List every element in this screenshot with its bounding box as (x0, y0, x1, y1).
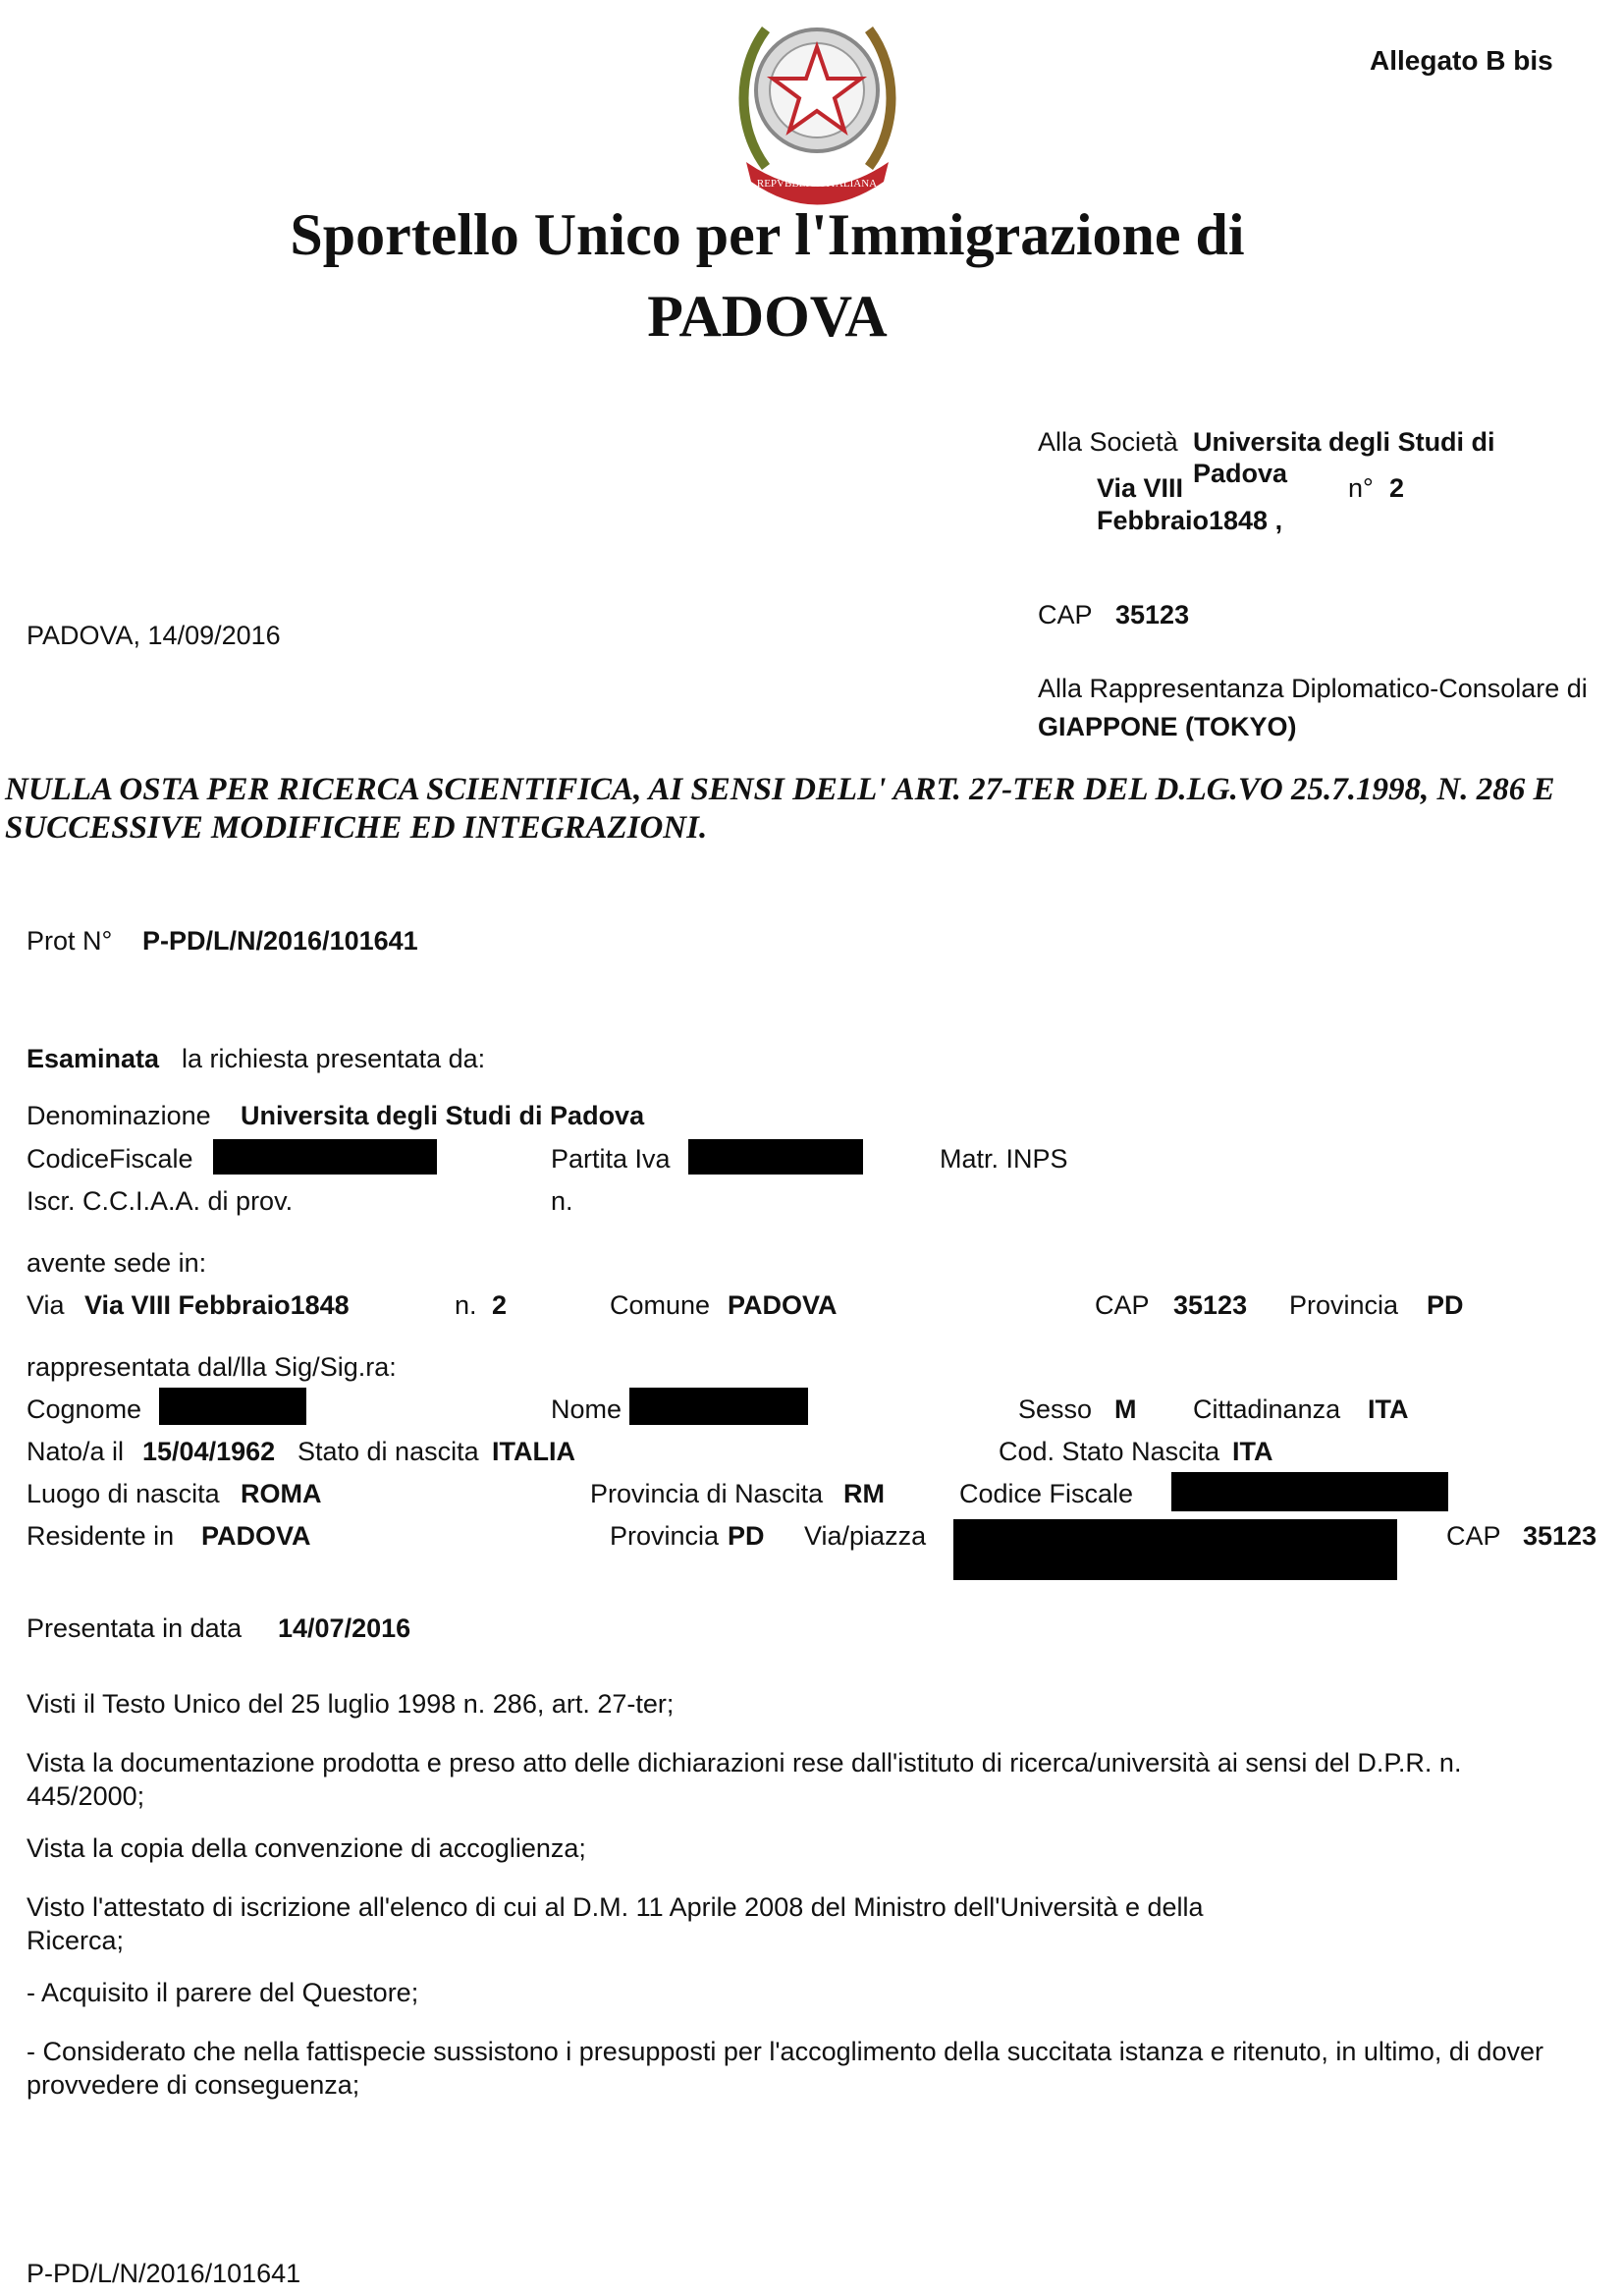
presentata-label: Presentata in data (27, 1613, 243, 1643)
attachment-label: Allegato B bis (1370, 45, 1553, 76)
recipient-number: 2 (1389, 473, 1405, 503)
nome-label: Nome (551, 1394, 622, 1424)
presentata-da-label: la richiesta presentata da: (182, 1044, 486, 1073)
cciaa-label: Iscr. C.C.I.A.A. di prov. (27, 1186, 294, 1216)
protocol-label: Prot N° (27, 926, 113, 956)
codice-fiscale-label: CodiceFiscale (27, 1144, 193, 1174)
rep-via-label: Via/piazza (804, 1521, 927, 1551)
paragraph-testo-unico: Visti il Testo Unico del 25 luglio 1998 n. 286, art. 27-ter; (27, 1689, 675, 1719)
presentata-value: 14/07/2016 (278, 1613, 411, 1643)
sede-via: Via VIII Febbraio1848 (84, 1290, 350, 1320)
rep-provincia-value: PD (728, 1521, 765, 1551)
redaction-partita-iva (688, 1139, 863, 1175)
rappresentanza-label: Alla Rappresentanza Diplomatico-Consolare di (1038, 674, 1588, 703)
matr-inps-label: Matr. INPS (940, 1144, 1068, 1174)
luogo-value: ROMA (241, 1479, 322, 1508)
rappresentata-label: rappresentata dal/lla Sig/Sig.ra: (27, 1352, 397, 1382)
cognome-label: Cognome (27, 1394, 142, 1424)
redaction-codice-fiscale (213, 1139, 437, 1175)
sede-n-label: n. (455, 1290, 477, 1320)
residente-value: PADOVA (201, 1521, 311, 1551)
page-title-city: PADOVA (647, 284, 888, 349)
protocol-value: P-PD/L/N/2016/101641 (142, 926, 418, 956)
footer-protocol: P-PD/L/N/2016/101641 (27, 2259, 301, 2288)
sede-provincia-label: Provincia (1289, 1290, 1399, 1320)
subject-heading: NULLA OSTA PER RICERCA SCIENTIFICA, AI SENSI DELL' ART. 27-TER DEL D.LG.VO 25.7.1998, N. 286 E SUCCESSIVE MODIFICHE ED INTEGRAZIONI. (5, 772, 1555, 846)
rep-cap-label: CAP (1446, 1521, 1501, 1551)
residente-label: Residente in (27, 1521, 175, 1551)
paragraph-convenzione: Vista la copia della convenzione di accoglienza; (27, 1833, 586, 1863)
recipient-societa-label: Alla Società (1038, 427, 1178, 457)
denominazione-label: Denominazione (27, 1101, 211, 1130)
page-title: Sportello Unico per l'Immigrazione di (290, 202, 1245, 267)
cod-stato-label: Cod. Stato Nascita (999, 1437, 1220, 1466)
nato-value: 15/04/1962 (142, 1437, 276, 1466)
rappresentanza-value: GIAPPONE (TOKYO) (1038, 712, 1297, 741)
nato-label: Nato/a il (27, 1437, 125, 1466)
luogo-label: Luogo di nascita (27, 1479, 220, 1508)
stato-nascita-value: ITALIA (492, 1437, 575, 1466)
redaction-nome (629, 1388, 808, 1425)
sesso-label: Sesso (1018, 1394, 1093, 1424)
republic-emblem (727, 0, 908, 206)
redaction-cognome (159, 1388, 306, 1425)
recipient-cap: 35123 (1115, 600, 1190, 629)
prov-nascita-value: RM (843, 1479, 885, 1508)
cciaa-n-label: n. (551, 1186, 573, 1216)
paragraph-questore: - Acquisito il parere del Questore; (27, 1978, 419, 2007)
sede-provincia: PD (1427, 1290, 1464, 1320)
rep-provincia-label: Provincia (610, 1521, 720, 1551)
recipient-number-label: n° (1348, 473, 1374, 503)
paragraph-documentazione: Vista la documentazione prodotta e preso atto delle dichiarazioni rese dall'istituto di ricerca/università ai sensi del D.P.R. n. 445/2000; (27, 1748, 1462, 1811)
sesso-value: M (1114, 1394, 1137, 1424)
svg-text:REPVBBLICA ITALIANA: REPVBBLICA ITALIANA (756, 178, 878, 190)
prov-nascita-label: Provincia di Nascita (590, 1479, 824, 1508)
recipient-societa-name: Universita degli Studi di (1193, 427, 1495, 457)
esaminata-label: Esaminata (27, 1044, 160, 1073)
sede-n: 2 (492, 1290, 508, 1320)
sede-comune: PADOVA (728, 1290, 838, 1320)
cittadinanza-label: Cittadinanza (1193, 1394, 1341, 1424)
cod-stato-value: ITA (1232, 1437, 1273, 1466)
sede-cap-label: CAP (1095, 1290, 1150, 1320)
place-date: PADOVA, 14/09/2016 (27, 621, 281, 650)
rep-cap-value: 35123 (1523, 1521, 1597, 1551)
recipient-cap-label: CAP (1038, 600, 1093, 629)
recipient-via: Via VIII (1097, 473, 1184, 503)
denominazione-value: Universita degli Studi di Padova (241, 1101, 645, 1130)
sede-comune-label: Comune (610, 1290, 711, 1320)
cittadinanza-value: ITA (1368, 1394, 1409, 1424)
stato-nascita-label: Stato di nascita (298, 1437, 479, 1466)
paragraph-attestato: Visto l'attestato di iscrizione all'elenco di cui al D.M. 11 Aprile 2008 del Ministro dell'Università e della Ricerca; (27, 1892, 1204, 1955)
redaction-rep-codice-fiscale (1171, 1472, 1448, 1511)
sede-label: avente sede in: (27, 1248, 207, 1278)
paragraph-considerato: - Considerato che nella fattispecie sussistono i presupposti per l'accoglimento della succitata istanza e ritenuto, in ultimo, di dover provvedere di conseguenza; (27, 2037, 1543, 2100)
sede-cap: 35123 (1173, 1290, 1248, 1320)
rep-codice-fiscale-label: Codice Fiscale (959, 1479, 1134, 1508)
sede-via-label: Via (27, 1290, 65, 1320)
redaction-rep-via (953, 1519, 1397, 1580)
partita-iva-label: Partita Iva (551, 1144, 671, 1174)
recipient-via2: Febbraio1848 , (1097, 506, 1283, 535)
recipient-societa-name2: Padova (1193, 459, 1288, 488)
